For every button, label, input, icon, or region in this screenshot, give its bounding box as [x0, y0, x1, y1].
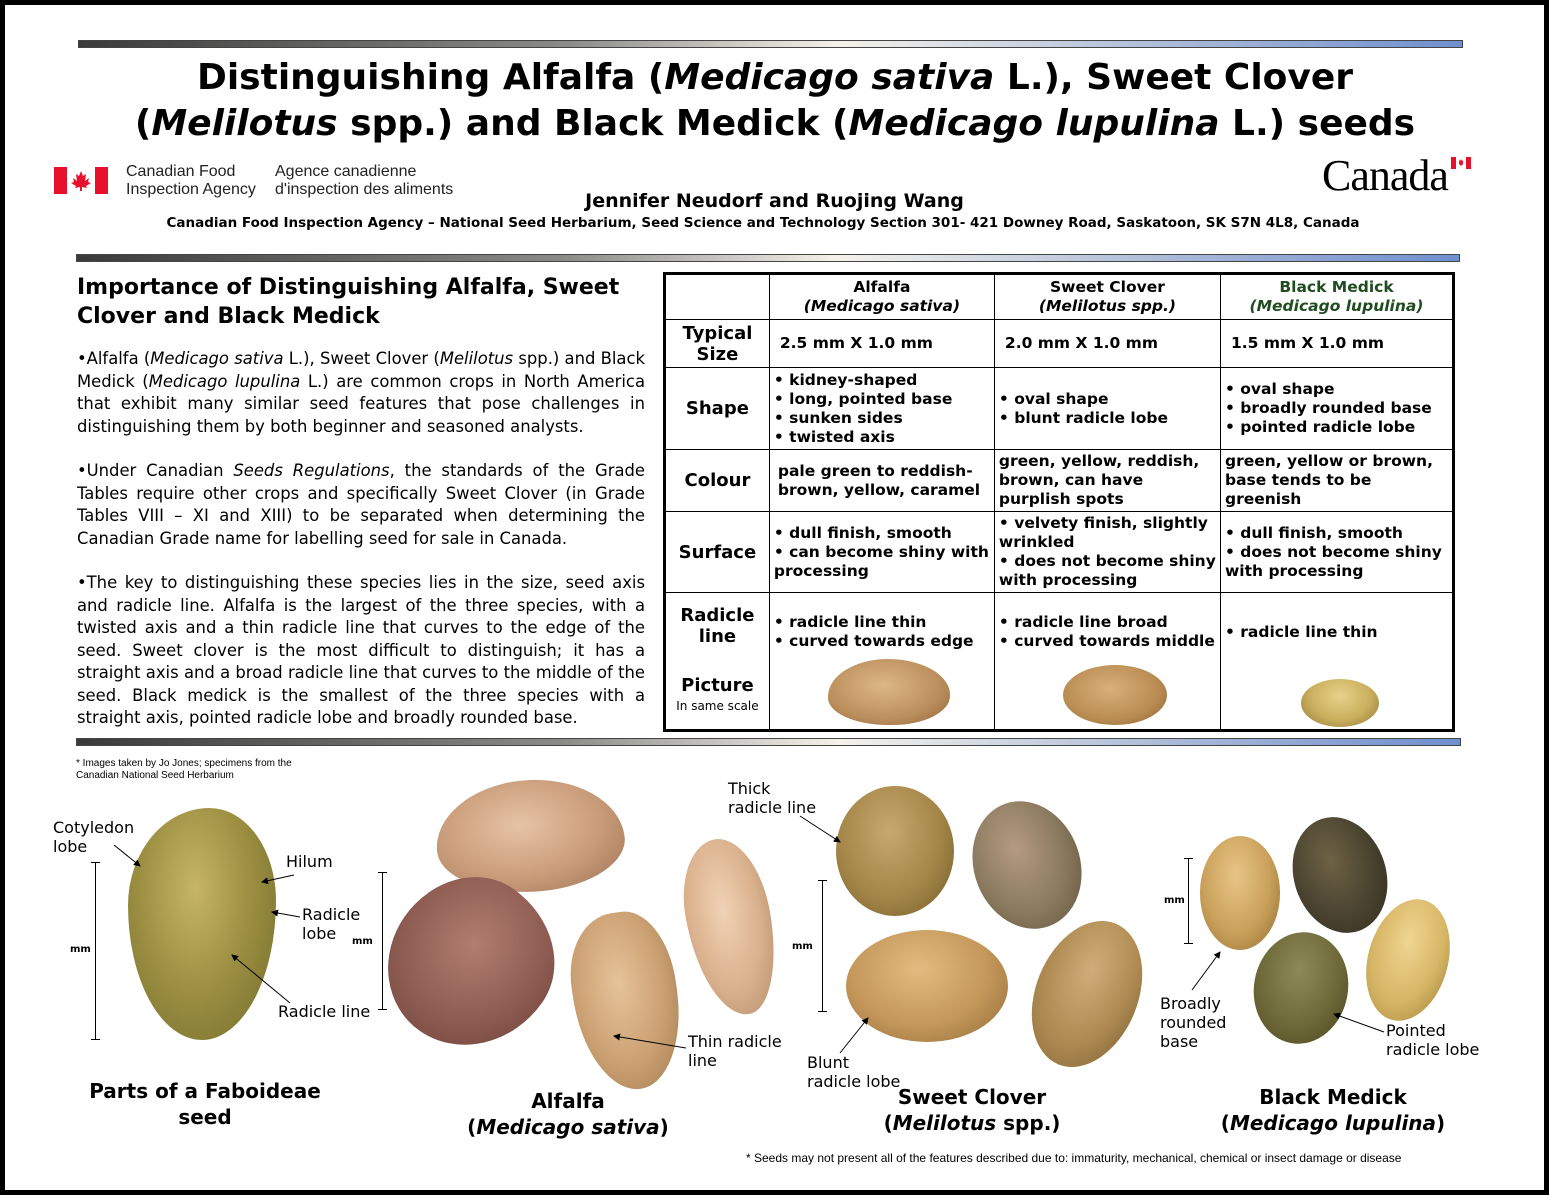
sweet-clover-seed-thumbnail	[1063, 665, 1167, 725]
table-row	[665, 593, 1454, 731]
row-header-size: Typical Size	[665, 320, 770, 368]
importance-paragraph-1	[77, 348, 645, 438]
scale-bar	[822, 880, 823, 1012]
table-row	[665, 368, 1454, 450]
table-cell: 2.5 mm X 1.0 mm	[769, 320, 994, 368]
row-header-colour: Colour	[665, 450, 770, 512]
affiliation: Canadian Food Inspection Agency – National Seed Herbarium, Seed Science and Technology Section 301- 421 Downey Road, Saskatoon, SK S7N 4L8, Canada	[166, 215, 1360, 231]
agency-en-line: Canadian Food	[126, 163, 236, 180]
title-text: (	[134, 103, 152, 144]
caption-alfalfa: Alfalfa (Medicago sativa)	[467, 1089, 669, 1139]
scale-bar	[1188, 858, 1189, 944]
row-header-surface: Surface	[665, 512, 770, 593]
para-text: •Alfalfa (	[77, 349, 151, 368]
para-text: spp.) and Black Medick (	[77, 349, 645, 391]
canada-wordmark-flag-icon	[1451, 157, 1471, 169]
label-radicle-line: Radicle line	[278, 1002, 371, 1021]
table-cell: green, yellow or brown, base tends to be greenish	[1220, 450, 1453, 512]
black-medick-seed-thumbnail	[1301, 679, 1379, 727]
label-thin-radicle-line: Thin radicle line	[688, 1032, 782, 1070]
title-species: Medicago sativa	[664, 57, 995, 98]
table-cell: • velvety finish, slightly wrinkled • does not become shiny with processing	[994, 512, 1220, 593]
agency-en-line: Inspection Agency	[126, 181, 256, 198]
caption-black-medick: Black Medick (Medicago lupulina)	[1220, 1085, 1446, 1135]
caption-parts: Parts of a Faboideae seed	[89, 1079, 321, 1129]
table-cell: 2.0 mm X 1.0 mm	[994, 320, 1220, 368]
section-divider	[76, 254, 1460, 262]
table-cell: • dull finish, smooth • does not become shiny with processing	[1220, 512, 1453, 593]
row-header-shape: Shape	[665, 368, 770, 450]
importance-paragraph-2	[77, 460, 645, 550]
table-row	[665, 320, 1454, 368]
column-header-sweet-clover: Sweet Clover (Melilotus spp.)	[994, 274, 1220, 320]
table-cell: pale green to reddish-brown, yellow, caramel	[769, 450, 994, 512]
title-text: L.) seeds	[1219, 103, 1416, 144]
title-text: Distinguishing Alfalfa (	[196, 57, 665, 98]
para-text: L.), Sweet Clover (	[283, 349, 440, 368]
title-text: spp.) and Black Medick (	[337, 103, 849, 144]
label-blunt-radicle-lobe: Blunt radicle lobe	[807, 1053, 901, 1091]
footnote: * Seeds may not present all of the features described due to: immaturity, mechanical, chemical or insect damage or disease	[746, 1151, 1402, 1165]
importance-paragraph-3: •The key to distinguishing these species lies in the size, seed axis and radicle line. Alfalfa is the largest of the three species, with a twisted axis and a thin radicle line that curves to the edge of the seed. Sweet clover is the most difficult to distinguish; it has a straight axis and a broad radicle line that curves to the middle of the seed. Black medick is the smallest of the three species with a straight axis, pointed radicle lobe and broadly rounded base.	[77, 573, 645, 727]
scale-unit: mm	[70, 944, 91, 955]
table-cell: 1.5 mm X 1.0 mm	[1220, 320, 1453, 368]
agency-fr-line: Agence canadienne	[275, 163, 417, 180]
table-cell: • radicle line thin • curved towards edge	[769, 593, 994, 731]
alfalfa-seed-thumbnail	[828, 659, 950, 725]
table-cell: green, yellow, reddish, brown, can have purplish spots	[994, 450, 1220, 512]
label-hilum: Hilum	[286, 852, 333, 871]
top-divider	[78, 40, 1463, 48]
table-cell: • radicle line broad • curved towards middle	[994, 593, 1220, 731]
table-cell: • dull finish, smooth • can become shiny with processing	[769, 512, 994, 593]
table-cell: • oval shape • broadly rounded base • pointed radicle lobe	[1220, 368, 1453, 450]
title-species: Medicago lupulina	[848, 103, 1220, 144]
para-species: Medicago lupulina	[148, 371, 301, 391]
table-header-row	[665, 274, 1454, 320]
table-cell: • kidney-shaped • long, pointed base • sunken sides • twisted axis	[769, 368, 994, 450]
comparison-table	[663, 272, 1455, 732]
para-species: Seeds Regulations	[233, 461, 390, 480]
title-species: Melilotus	[151, 103, 338, 144]
scale-unit: mm	[352, 936, 373, 947]
table-row	[665, 450, 1454, 512]
scale-unit: mm	[792, 941, 813, 952]
label-broadly-rounded-base: Broadly rounded base	[1160, 994, 1227, 1051]
table-corner-cell	[665, 274, 770, 320]
agency-fr-line: d'inspection des aliments	[275, 181, 454, 198]
table-cell: • oval shape • blunt radicle lobe	[994, 368, 1220, 450]
para-text: , the standards of the Grade Tables require other crops and specifically Sweet Clover (in Grade Tables VIII – XI and XIII) to be separated when determining the Canadian Grade name for labelling seed for sale in Canada.	[77, 461, 645, 548]
table-row	[665, 512, 1454, 593]
scale-unit: mm	[1164, 895, 1185, 906]
para-species: Medicago sativa	[150, 349, 284, 368]
sweet-clover-seed-image	[846, 930, 1008, 1042]
black-medick-seed-image	[1200, 836, 1280, 950]
para-text: •Under Canadian	[77, 461, 234, 480]
authors: Jennifer Neudorf and Ruojing Wang	[585, 190, 964, 212]
importance-heading: Importance of Distinguishing Alfalfa, Sweet Clover and Black Medick	[77, 275, 620, 329]
canada-wordmark: Canada	[1322, 151, 1448, 200]
label-cotyledon-lobe: Cotyledon lobe	[53, 818, 135, 856]
figure-divider	[76, 738, 1461, 746]
table-cell: • radicle line thin	[1220, 593, 1453, 731]
column-header-black-medick: Black Medick (Medicago lupulina)	[1220, 274, 1453, 320]
poster-title	[40, 55, 1510, 147]
title-text: L.), Sweet Clover	[994, 57, 1354, 98]
label-thick-radicle-line: Thick radicle line	[728, 779, 817, 817]
scale-bar	[382, 872, 383, 1010]
label-pointed-radicle-lobe: Pointed radicle lobe	[1386, 1021, 1480, 1059]
para-species: Melilotus	[439, 349, 514, 368]
label-radicle-lobe: Radicle lobe	[302, 905, 361, 943]
row-header-radicle-picture: Radicle line Picture In same scale	[665, 593, 770, 731]
image-credits: * Images taken by Jo Jones; specimens from the Canadian National Seed Herbarium	[76, 758, 292, 781]
scale-bar	[95, 862, 96, 1040]
para-text: L.) are common crops in North America that exhibit many similar seed features that pose challenges in distinguishing them by both beginner and seasoned analysts.	[77, 371, 645, 436]
column-header-alfalfa: Alfalfa (Medicago sativa)	[769, 274, 994, 320]
caption-sweet-clover: Sweet Clover (Melilotus spp.)	[883, 1085, 1061, 1135]
sweet-clover-seed-image	[836, 786, 954, 916]
